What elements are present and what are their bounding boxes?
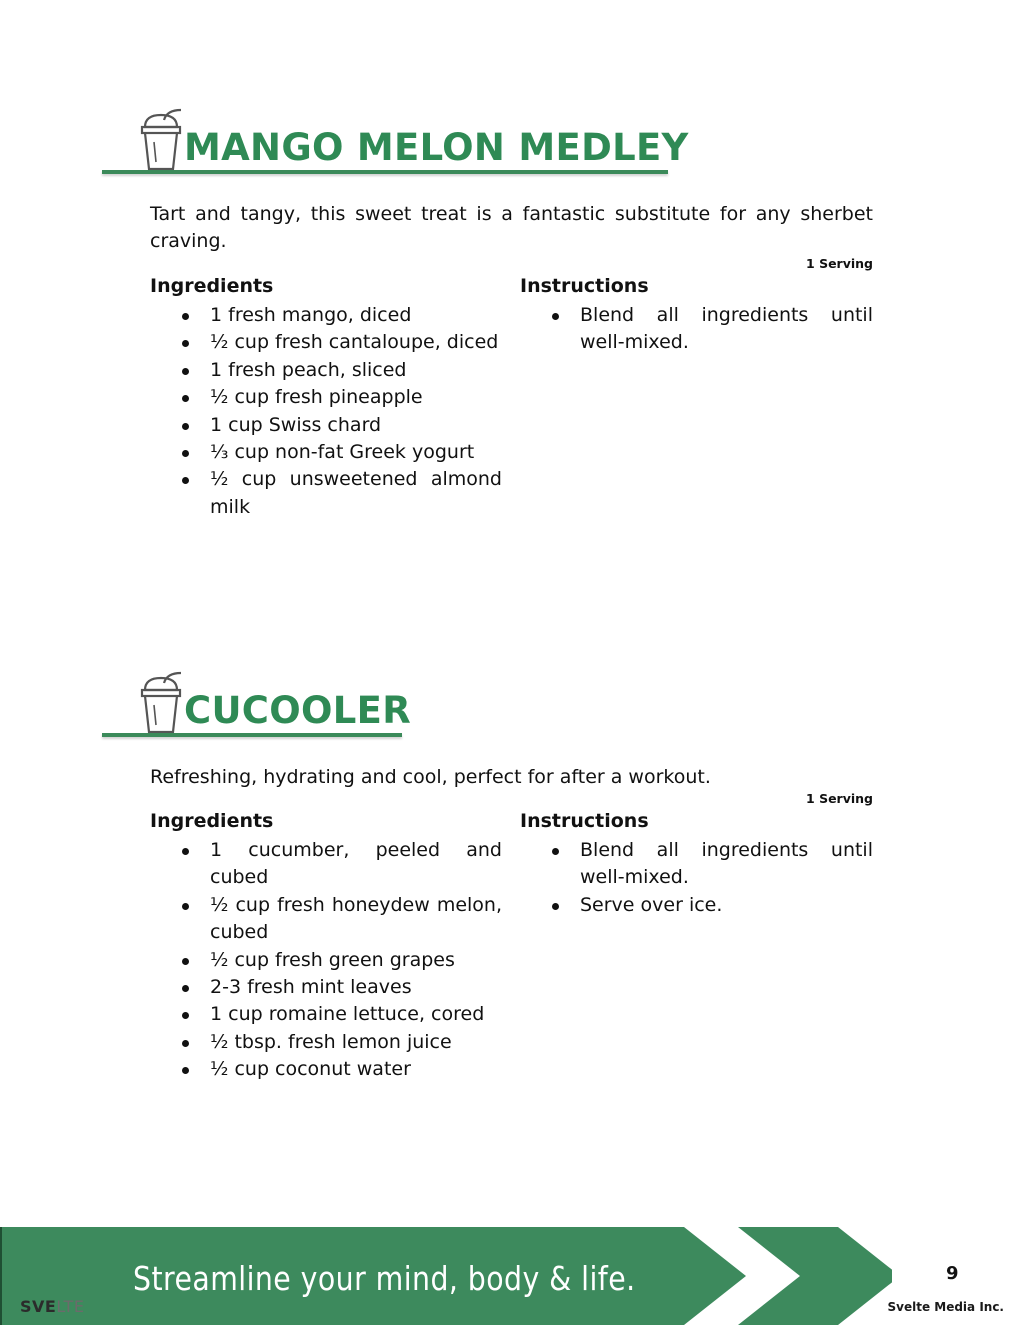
- list-item: ½ cup fresh pineapple: [150, 384, 502, 411]
- servings-label: 1 Serving: [806, 791, 873, 806]
- smoothie-cup-icon: [140, 671, 186, 735]
- ingredients-list: [150, 302, 502, 521]
- smoothie-cup-icon: [140, 108, 186, 172]
- footer-tagline: Streamline your mind, body & life.: [133, 1259, 636, 1298]
- instructions-heading: Instructions: [520, 275, 649, 297]
- ingredients-list: [150, 837, 502, 1084]
- list-item: 1 cup Swiss chard: [150, 412, 502, 439]
- title-underline: [102, 170, 668, 174]
- recipe-title: CUCOOLER: [184, 689, 412, 732]
- page-footer: [0, 1227, 1024, 1325]
- recipe-description: Tart and tangy, this sweet treat is a fantastic substitute for any sherbet craving.: [150, 203, 873, 252]
- brand-logo-light: LTE: [56, 1297, 85, 1316]
- list-item: Serve over ice.: [520, 892, 873, 919]
- recipe-title-row: [102, 108, 689, 180]
- list-item: ⅓ cup non-fat Greek yogurt: [150, 439, 502, 466]
- list-item: ½ cup fresh green grapes: [150, 947, 502, 974]
- recipe-title: MANGO MELON MEDLEY: [184, 126, 689, 169]
- page-number: 9: [946, 1263, 959, 1284]
- list-item: ½ cup fresh cantaloupe, diced: [150, 329, 502, 356]
- recipe-description: Refreshing, hydrating and cool, perfect for after a workout.: [150, 766, 711, 788]
- brand-logo-bold: SVE: [20, 1297, 57, 1316]
- list-item: ½ cup unsweetened almond milk: [150, 466, 502, 521]
- recipe-title-row: [102, 671, 412, 743]
- company-name: Svelte Media Inc.: [887, 1300, 1004, 1314]
- list-item: Blend all ingredients until well-mixed.: [520, 837, 873, 892]
- list-item: ½ cup coconut water: [150, 1056, 502, 1083]
- list-item: Blend all ingredients until well-mixed.: [520, 302, 873, 357]
- title-underline: [102, 733, 402, 737]
- list-item: 1 cucumber, peeled and cubed: [150, 837, 502, 892]
- list-item: ½ tbsp. fresh lemon juice: [150, 1029, 502, 1056]
- instructions-list: [520, 837, 873, 919]
- instructions-heading: Instructions: [520, 810, 649, 832]
- list-item: 2-3 fresh mint leaves: [150, 974, 502, 1001]
- ingredients-heading: Ingredients: [150, 810, 274, 832]
- ingredients-heading: Ingredients: [150, 275, 274, 297]
- instructions-list: [520, 302, 873, 357]
- list-item: 1 fresh mango, diced: [150, 302, 502, 329]
- list-item: ½ cup fresh honeydew melon, cubed: [150, 892, 502, 947]
- servings-label: 1 Serving: [806, 256, 873, 271]
- list-item: 1 fresh peach, sliced: [150, 357, 502, 384]
- list-item: 1 cup romaine lettuce, cored: [150, 1001, 502, 1028]
- brand-logo: [20, 1297, 84, 1316]
